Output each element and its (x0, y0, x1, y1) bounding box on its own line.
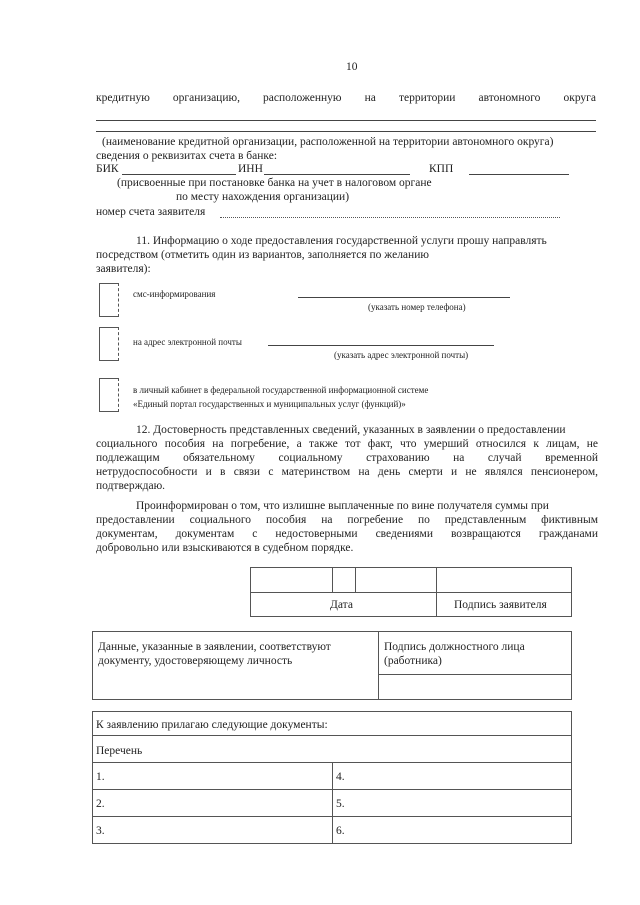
data-match-line2: документу, удостоверяющему личность (98, 655, 293, 667)
bank-org-words (96, 91, 596, 105)
page-number: 10 (346, 61, 358, 73)
bank-name-line-1[interactable] (96, 120, 596, 121)
documents-column-divider (332, 762, 333, 844)
signature-table-divider (250, 592, 572, 593)
document-item-2[interactable]: 2. (96, 798, 105, 810)
word-5: территории (398, 92, 456, 104)
document-item-3[interactable]: 3. (96, 825, 105, 837)
section11-line2: посредством (отметить один из вариантов, заполняется по желанию (96, 249, 429, 261)
official-signature-label-2: (работника) (384, 655, 442, 667)
sms-checkbox[interactable] (99, 283, 119, 317)
verification-divider (378, 631, 379, 700)
word-4: на (364, 92, 376, 104)
date-cell-divider-1 (332, 567, 333, 592)
section12-line1: 12. Достоверность представленных сведений, указанных в заявлении о предоставлении (136, 424, 566, 436)
notice-line2: предоставлении социального пособия на погребение по представленным фиктивным (96, 514, 598, 526)
documents-list-label: Перечень (96, 745, 143, 757)
word-2: организацию, (172, 92, 240, 104)
account-label: номер счета заявителя (96, 206, 206, 218)
word-3: расположенную (263, 92, 342, 104)
section12-line3: подлежащим обязательному социальному страхованию на случай временной (96, 452, 598, 464)
official-signature-label-1: Подпись должностного лица (384, 641, 525, 653)
section12-line5: подтверждаю. (96, 480, 166, 492)
email-label: на адрес электронной почты (133, 337, 242, 347)
section12-line4: нетрудоспособности и в связи с материнством на день смерти и не являлся пенсионером, (96, 466, 598, 478)
bik-label: БИК (96, 163, 119, 175)
notice-line4: добровольно или взыскиваются в судебном порядке. (96, 542, 354, 554)
phone-field[interactable] (298, 297, 510, 298)
document-item-6[interactable]: 6. (336, 825, 345, 837)
assigned-caption-1: (присвоенные при постановке банка на учет в налоговом органе (117, 177, 432, 189)
documents-title: К заявлению прилагаю следующие документы: (96, 719, 328, 731)
notice-line1: Проинформирован о том, что излишне выплаченные по вине получателя суммы при (136, 500, 549, 512)
requisites-label: сведения о реквизитах счета в банке: (96, 150, 278, 162)
section11-line1: 11. Информацию о ходе предоставления государственной услуги прошу направлять (136, 235, 547, 247)
portal-label-2: «Единый портал государственных и муниципальных услуг (функций)» (133, 399, 406, 409)
official-signature-line (378, 674, 572, 675)
account-field[interactable] (220, 217, 560, 218)
email-caption: (указать адрес электронной почты) (334, 350, 469, 360)
data-match-line1: Данные, указанные в заявлении, соответствуют (98, 641, 331, 653)
document-item-5[interactable]: 5. (336, 798, 345, 810)
inn-field[interactable] (264, 174, 410, 175)
signature-cell-divider (436, 567, 437, 617)
bik-field[interactable] (122, 174, 236, 175)
section12-line2: социального пособия на погребение, а также тот факт, что умерший относился к лицам, не (96, 438, 598, 450)
word-1: кредитную (96, 92, 150, 104)
email-field[interactable] (268, 345, 494, 346)
date-cell-divider-2 (355, 567, 356, 592)
section11-line3: заявителя): (96, 263, 151, 275)
sms-label: смс-информирования (133, 289, 216, 299)
phone-caption: (указать номер телефона) (368, 302, 466, 312)
kpp-label: КПП (429, 163, 454, 175)
org-caption: (наименование кредитной организации, расположенной на территории автономного округа) (102, 136, 554, 148)
word-6: автономного (478, 92, 541, 104)
kpp-field[interactable] (469, 174, 569, 175)
date-label: Дата (330, 599, 353, 611)
bank-name-line-2[interactable] (96, 131, 596, 132)
portal-label-1: в личный кабинет в федеральной государственной информационной системе (133, 385, 429, 395)
email-checkbox[interactable] (99, 327, 119, 361)
document-item-4[interactable]: 4. (336, 771, 345, 783)
applicant-signature-label: Подпись заявителя (454, 599, 547, 611)
document-item-1[interactable]: 1. (96, 771, 105, 783)
inn-label: ИНН (238, 163, 263, 175)
notice-line3: документам, документам с недостоверными сведениями возвращаются гражданами (96, 528, 598, 540)
documents-row-line-1 (92, 735, 572, 736)
word-7: округа (563, 92, 596, 104)
assigned-caption-2: по месту нахождения организации) (176, 191, 350, 203)
portal-checkbox[interactable] (99, 378, 119, 412)
